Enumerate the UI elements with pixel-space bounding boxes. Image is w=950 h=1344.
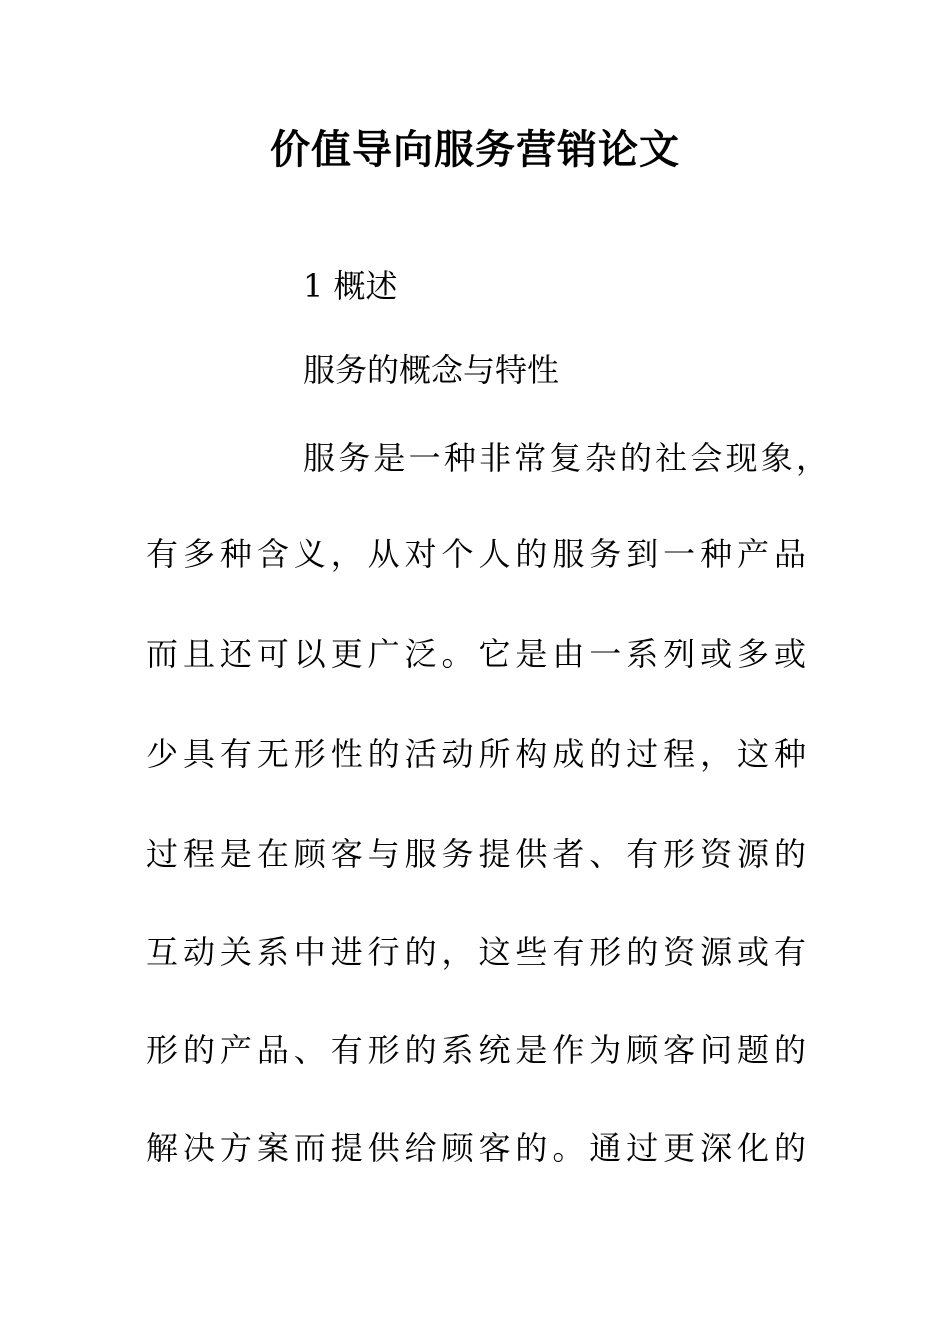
paragraph-line-1: 服务是一种非常复杂的社会现象， xyxy=(303,439,828,477)
paragraph-line-2: 有多种含义，从对个人的服务到一种产品 xyxy=(146,535,806,573)
paragraph-line-6: 互动关系中进行的，这些有形的资源或有 xyxy=(146,933,806,971)
section-heading: 1 概述 xyxy=(303,267,398,305)
paragraph-line-8: 解决方案而提供给顾客的。通过更深化的 xyxy=(146,1129,806,1167)
paragraph-line-7: 形的产品、有形的系统是作为顾客问题的 xyxy=(146,1031,806,1069)
paragraph-line-3: 而且还可以更广泛。它是由一系列或多或 xyxy=(146,635,806,673)
subsection-heading: 服务的概念与特性 xyxy=(303,351,560,389)
paragraph-line-4: 少具有无形性的活动所构成的过程，这种 xyxy=(146,735,806,773)
document-title: 价值导向服务营销论文 xyxy=(270,127,680,173)
paragraph-line-5: 过程是在顾客与服务提供者、有形资源的 xyxy=(146,835,806,873)
